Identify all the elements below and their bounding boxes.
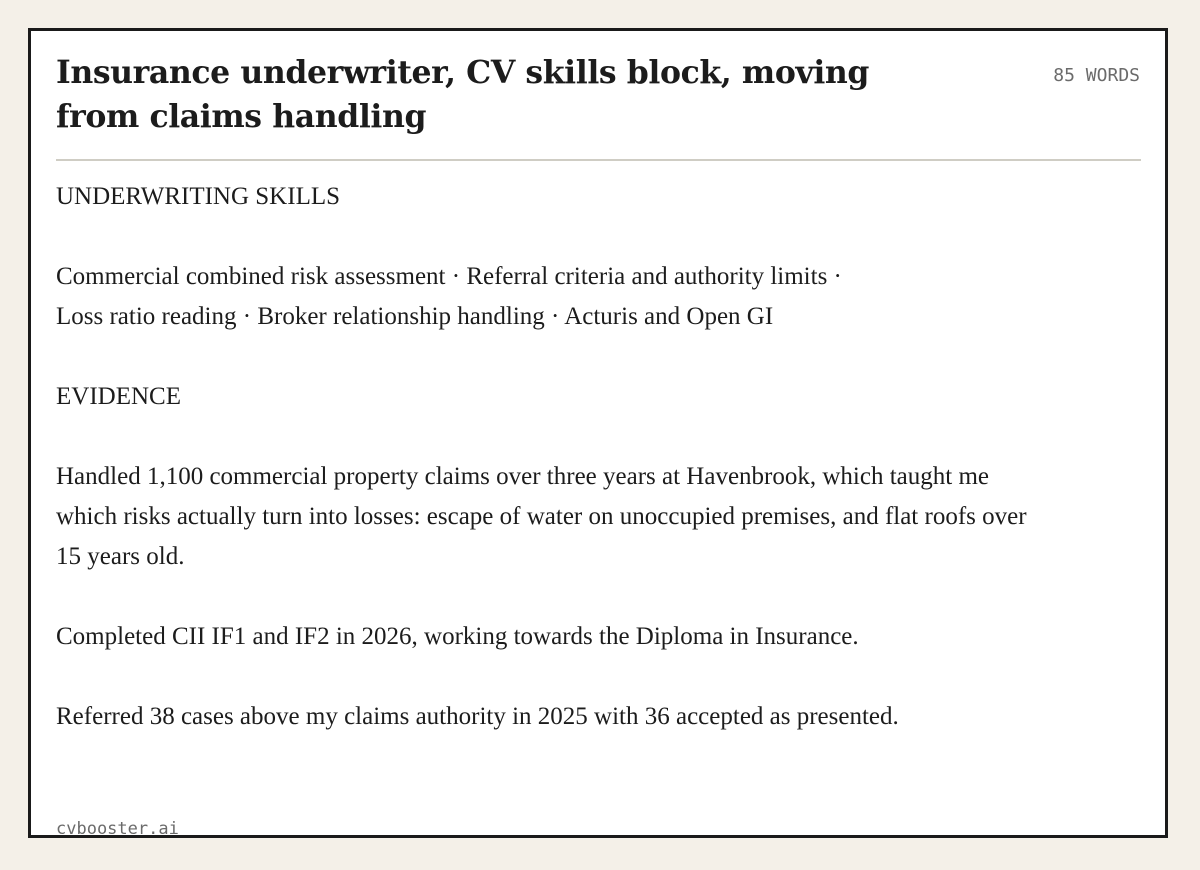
word-count-badge: 85 WORDS [1053, 65, 1140, 86]
footer-brand: cvbooster.ai [56, 819, 179, 839]
evidence-item-claims: Handled 1,100 commercial property claims over three years at Havenbrook, which taught me which risks actually turn into losses: escape of water on unoccupied premises, and flat roofs over 15 years old. [56, 463, 1027, 570]
title-divider [56, 159, 1141, 161]
skills-heading: UNDERWRITING SKILLS [56, 183, 341, 210]
evidence-heading: EVIDENCE [56, 383, 181, 410]
cv-text-body [56, 177, 1056, 777]
skills-line-1: Commercial combined risk assessment · Referral criteria and authority limits · [56, 263, 842, 290]
card-title: Insurance underwriter, CV skills block, moving from claims handling [56, 54, 870, 135]
cv-skills-card [28, 28, 1168, 838]
skills-list [56, 257, 1056, 337]
evidence-item-qualifications: Completed CII IF1 and IF2 in 2026, working towards the Diploma in Insurance. [56, 623, 859, 650]
skills-line-2: Loss ratio reading · Broker relationship handling · Acturis and Open GI [56, 303, 774, 330]
evidence-item-referrals: Referred 38 cases above my claims authority in 2025 with 36 accepted as presented. [56, 703, 899, 730]
